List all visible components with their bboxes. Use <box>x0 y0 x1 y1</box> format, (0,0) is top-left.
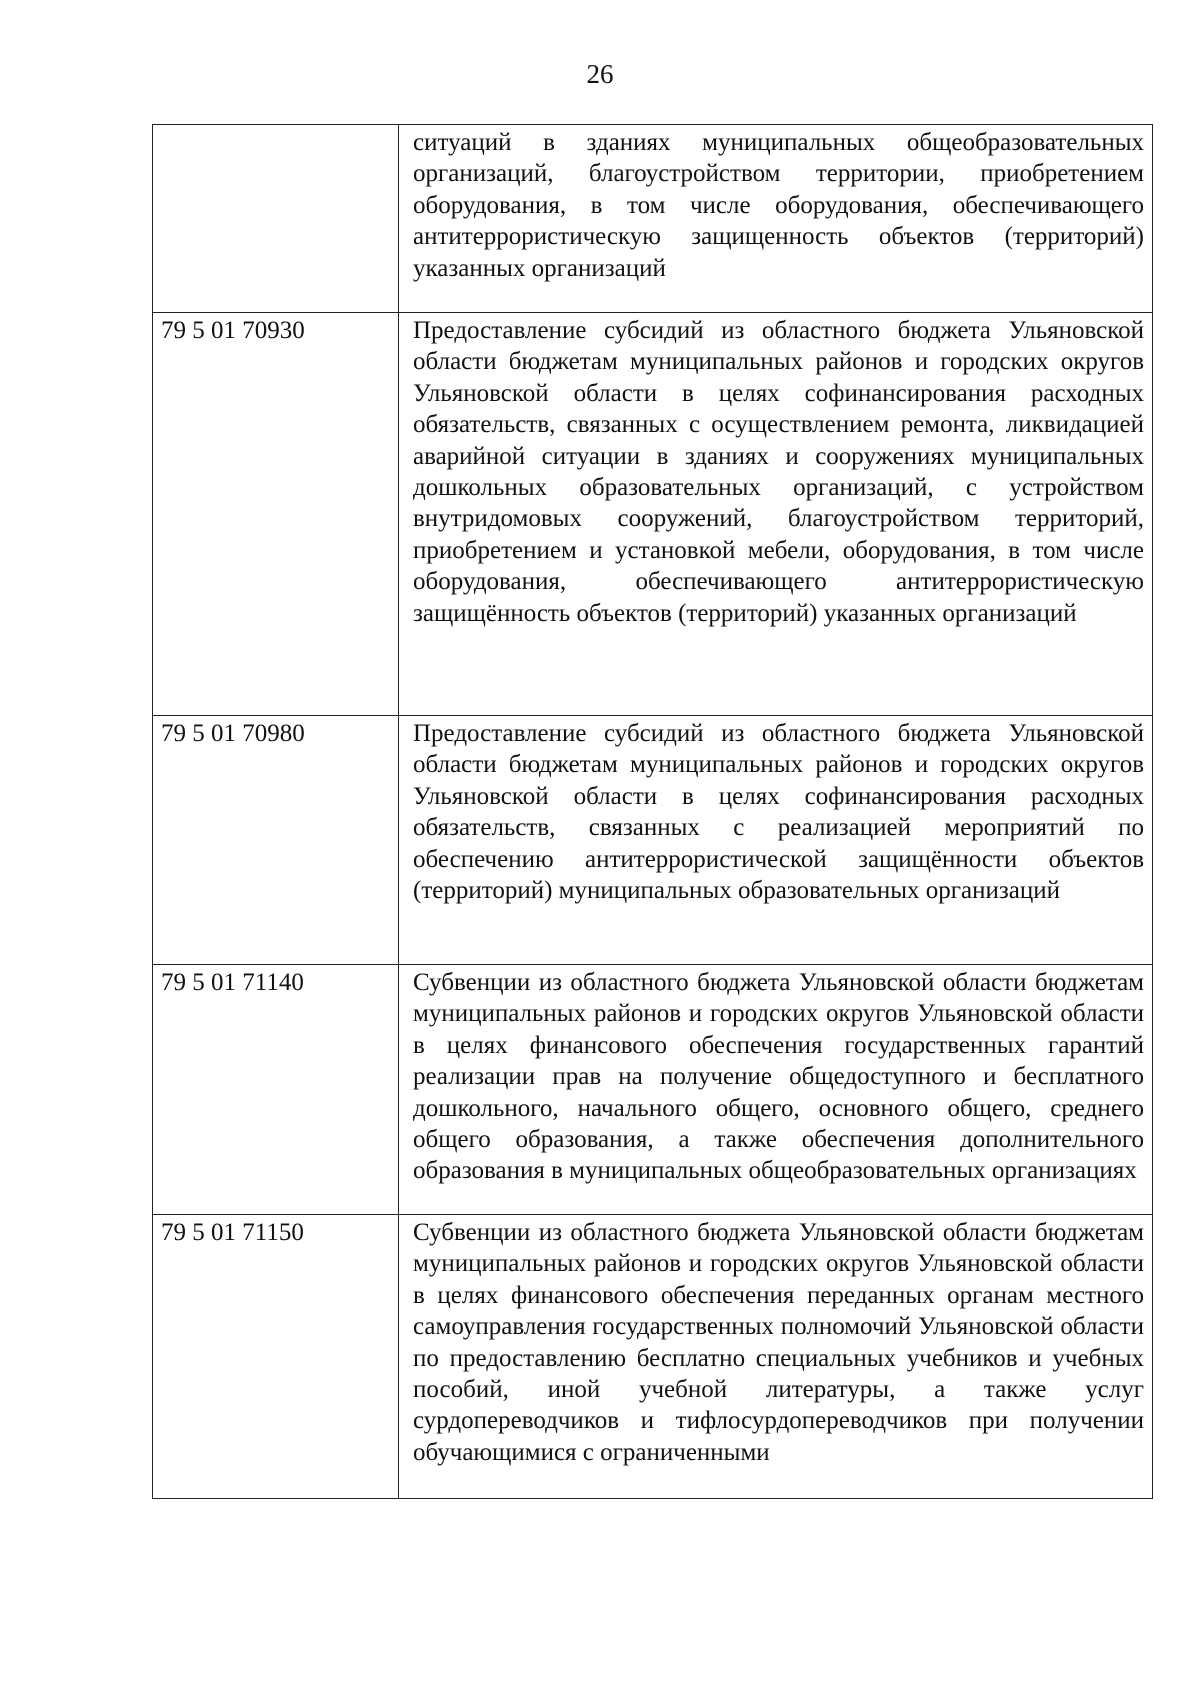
description-cell: Субвенции из областного бюджета Ульяновской области бюджетам муниципальных районов и городских округов Ульяновской области в целях финансового обеспечения переданных органам местного самоуправления государственных полномочий Ульяновской области по предоставлению бесплатно специальных учебников и учебных пособий, иной учебной литературы, а также услуг сурдопереводчиков и тифлосурдопереводчиков при получении обучающимися с ограниченными <box>399 1215 1153 1499</box>
table-row <box>153 716 1153 965</box>
table-row <box>153 125 1153 313</box>
classification-code-cell <box>153 125 399 313</box>
table-row <box>153 313 1153 716</box>
page-number: 26 <box>586 59 614 89</box>
classification-code-cell: 79 5 01 70980 <box>153 716 399 965</box>
description-cell: Предоставление субсидий из областного бюджета Ульяновской области бюджетам муниципальных районов и городских округов Ульяновской области в целях софинансирования расходных обязательств, связанных с осуществлением ремонта, ликвидацией аварийной ситуации в зданиях и сооружениях муниципальных дошкольных образовательных организаций, с устройством внутридомовых сооружений, благоустройством территорий, приобретением и установкой мебели, оборудования, в том числе оборудования, обеспечивающего антитеррористическую защищённость объектов (территорий) указанных организаций <box>399 313 1153 716</box>
table-row <box>153 965 1153 1215</box>
classification-code-cell: 79 5 01 71140 <box>153 965 399 1215</box>
description-cell: Субвенции из областного бюджета Ульяновской области бюджетам муниципальных районов и городских округов Ульяновской области в целях финансового обеспечения государственных гарантий реализации прав на получение общедоступного и бесплатного дошкольного, начального общего, основного общего, среднего общего образования, а также обеспечения дополнительного образования в муниципальных общеобразовательных организациях <box>399 965 1153 1215</box>
table-row <box>153 1215 1153 1499</box>
description-cell: Предоставление субсидий из областного бюджета Ульяновской области бюджетам муниципальных районов и городских округов Ульяновской области в целях софинансирования расходных обязательств, связанных с реализацией мероприятий по обеспечению антитеррористической защищённости объектов (территорий) муниципальных образовательных организаций <box>399 716 1153 965</box>
budget-classification-table <box>152 124 1153 1499</box>
classification-code-cell: 79 5 01 70930 <box>153 313 399 716</box>
classification-code-cell: 79 5 01 71150 <box>153 1215 399 1499</box>
description-cell: ситуаций в зданиях муниципальных общеобразовательных организаций, благоустройством территории, приобретением оборудования, в том числе оборудования, обеспечивающего антитеррористическую защищенность объектов (территорий) указанных организаций <box>399 125 1153 313</box>
